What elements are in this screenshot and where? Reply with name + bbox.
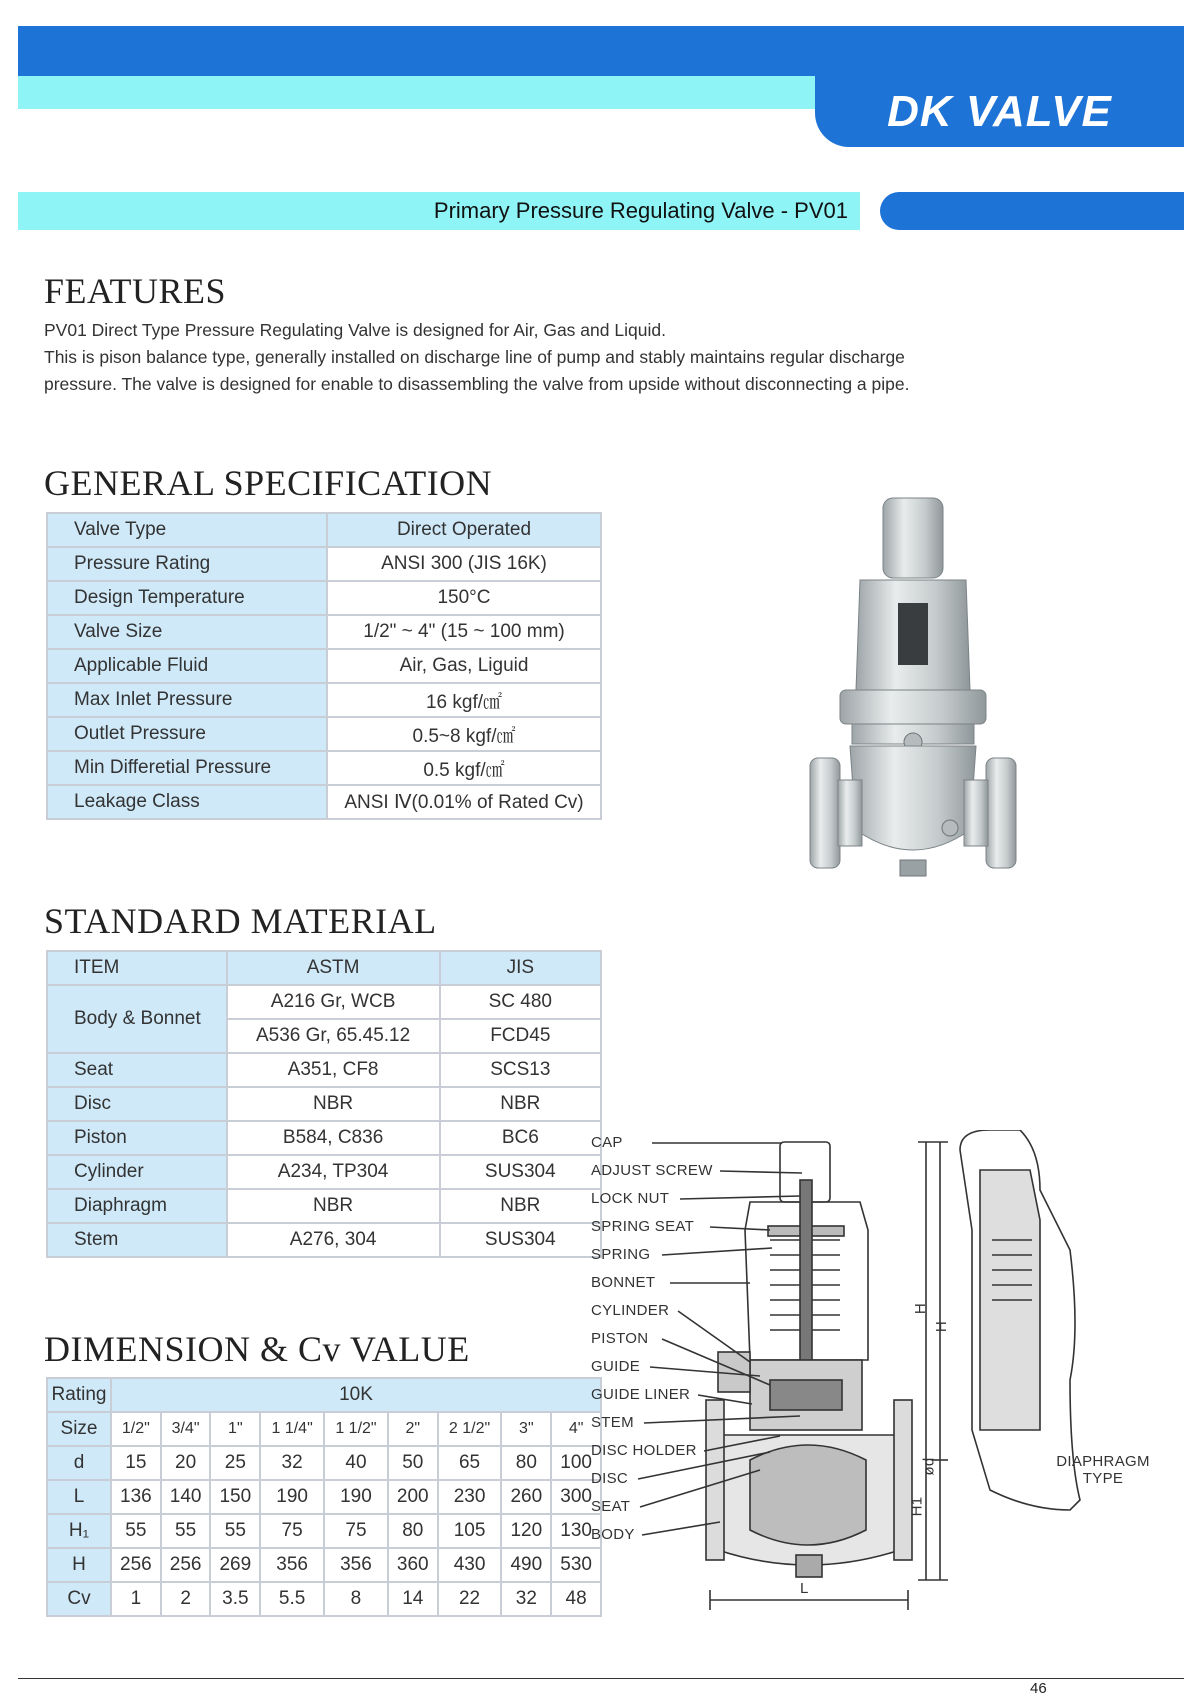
header-blue-bar (18, 26, 1184, 76)
material-row (47, 1121, 601, 1155)
material-jis: NBR (440, 1189, 601, 1223)
dimension-label-h-inner: H (933, 1320, 951, 1333)
valve-photo (800, 490, 1040, 890)
dimension-cell: 136 (111, 1480, 161, 1514)
dimension-cell: 130 (551, 1514, 601, 1548)
dimension-row (47, 1514, 601, 1548)
dimension-cell: 190 (260, 1480, 324, 1514)
material-jis: SUS304 (440, 1155, 601, 1189)
spec-row (47, 615, 601, 649)
part-label-lock-nut: LOCK NUT (591, 1190, 670, 1207)
spec-row (47, 683, 601, 717)
dimension-cell: 300 (551, 1480, 601, 1514)
material-item: Seat (47, 1053, 227, 1087)
features-line: PV01 Direct Type Pressure Regulating Valve is designed for Air, Gas and Liquid. (44, 320, 666, 340)
material-astm: NBR (227, 1189, 440, 1223)
material-item: Cylinder (47, 1155, 227, 1189)
dimension-cell: 256 (111, 1548, 161, 1582)
dimension-cell: 190 (324, 1480, 388, 1514)
material-astm: A234, TP304 (227, 1155, 440, 1189)
general-spec-table (46, 512, 602, 820)
dimension-table (46, 1377, 602, 1617)
material-row (47, 1087, 601, 1121)
material-row (47, 1155, 601, 1189)
dimension-cell: 1 (111, 1582, 161, 1616)
dimension-cell: 3" (501, 1412, 551, 1446)
spec-row (47, 581, 601, 615)
dimension-row (47, 1582, 601, 1616)
dimension-row (47, 1548, 601, 1582)
dimension-cell: 230 (438, 1480, 502, 1514)
dimension-cell: 48 (551, 1582, 601, 1616)
material-row (47, 1223, 601, 1257)
brand-title: DK VALVE (887, 87, 1112, 136)
dimension-cell: 40 (324, 1446, 388, 1480)
material-header-astm: ASTM (227, 951, 440, 985)
material-jis: BC6 (440, 1121, 601, 1155)
dimension-cell: 15 (111, 1446, 161, 1480)
material-item: Diaphragm (47, 1189, 227, 1223)
part-label-guide-liner: GUIDE LINER (591, 1386, 691, 1403)
page-subtitle: Primary Pressure Regulating Valve - PV01 (433, 198, 848, 223)
dimension-cell: 100 (551, 1446, 601, 1480)
part-label-cylinder: CYLINDER (591, 1302, 670, 1319)
spec-row (47, 717, 601, 751)
spec-row (47, 751, 601, 785)
dimension-cell: 3/4" (161, 1412, 211, 1446)
material-jis: SC 480 (440, 985, 601, 1019)
dimension-cell: 5.5 (260, 1582, 324, 1616)
material-item: Disc (47, 1087, 227, 1121)
part-label-body: BODY (591, 1526, 635, 1543)
page-number: 46 (1030, 1680, 1047, 1697)
dimension-cell: 356 (324, 1548, 388, 1582)
material-astm: A276, 304 (227, 1223, 440, 1257)
spec-row (47, 649, 601, 683)
dimension-cell: 8 (324, 1582, 388, 1616)
dimension-row (47, 1412, 601, 1446)
material-jis: FCD45 (440, 1019, 601, 1053)
part-label-disc: DISC (591, 1470, 629, 1487)
dimension-cell: 80 (501, 1446, 551, 1480)
dimension-cell: 55 (210, 1514, 260, 1548)
material-item: Piston (47, 1121, 227, 1155)
diaphragm-caption-line: DIAPHRAGM (1056, 1453, 1150, 1470)
dimension-cell: 3.5 (210, 1582, 260, 1616)
dimension-label-h1: H1 (908, 1496, 926, 1517)
spec-label: Max Inlet Pressure (47, 683, 327, 717)
material-row (47, 1189, 601, 1223)
spec-label: Min Differetial Pressure (47, 751, 327, 785)
material-row (47, 1053, 601, 1087)
footer-rule (18, 1678, 1184, 1679)
dimension-label-h: H (912, 1302, 930, 1315)
spec-label: Valve Type (47, 513, 327, 547)
spec-value: 150°C (327, 581, 601, 615)
material-table (46, 950, 602, 1258)
dimension-cell: 22 (438, 1582, 502, 1616)
dimension-cell: 75 (260, 1514, 324, 1548)
dimension-cell: 1 1/4" (260, 1412, 324, 1446)
spec-label: Outlet Pressure (47, 717, 327, 751)
spec-label: Applicable Fluid (47, 649, 327, 683)
part-label-bonnet: BONNET (591, 1274, 656, 1291)
features-heading: FEATURES (44, 271, 227, 311)
part-label-piston: PISTON (591, 1330, 649, 1347)
material-jis: NBR (440, 1087, 601, 1121)
dimension-cell: 2 1/2" (438, 1412, 502, 1446)
dimension-cell: 2" (388, 1412, 438, 1446)
dimension-cell: 105 (438, 1514, 502, 1548)
spec-value: 16 kgf/㎠ (327, 683, 601, 717)
dimension-cell: 50 (388, 1446, 438, 1480)
dimension-label-d: ød (920, 1457, 938, 1476)
spec-value: ANSI Ⅳ(0.01% of Rated Cv) (327, 785, 601, 819)
dimension-cell: 1 1/2" (324, 1412, 388, 1446)
part-label-cap: CAP (591, 1134, 623, 1151)
part-label-disc-holder: DISC HOLDER (591, 1442, 697, 1459)
part-label-adjust-screw: ADJUST SCREW (591, 1162, 713, 1179)
general-spec-heading: GENERAL SPECIFICATION (44, 463, 493, 503)
spec-label: Pressure Rating (47, 547, 327, 581)
dimension-cell: 260 (501, 1480, 551, 1514)
dimension-row-label: Cv (47, 1582, 111, 1616)
dimension-cell: 120 (501, 1514, 551, 1548)
features-line: pressure. The valve is designed for enable to disassembling the valve from upside without disconnecting a pipe. (44, 374, 910, 394)
material-header-item: ITEM (47, 951, 227, 985)
dimension-cell: 269 (210, 1548, 260, 1582)
dimension-row-label: L (47, 1480, 111, 1514)
spec-value: 1/2" ~ 4" (15 ~ 100 mm) (327, 615, 601, 649)
dimension-cell: 32 (501, 1582, 551, 1616)
dimension-cell: 75 (324, 1514, 388, 1548)
part-label-seat: SEAT (591, 1498, 631, 1515)
spec-value: 0.5 kgf/㎠ (327, 751, 601, 785)
spec-label: Design Temperature (47, 581, 327, 615)
spec-row (47, 547, 601, 581)
dimension-row-label: d (47, 1446, 111, 1480)
features-line: This is pison balance type, generally installed on discharge line of pump and stably maintains regular discharge (44, 347, 905, 367)
spec-value: Direct Operated (327, 513, 601, 547)
diaphragm-type-caption (1048, 1453, 1158, 1487)
dimension-cell: 55 (111, 1514, 161, 1548)
subtitle-blue-tab (880, 192, 1184, 230)
dimension-cell: 256 (161, 1548, 211, 1582)
spec-label: Leakage Class (47, 785, 327, 819)
dimension-cell: 530 (551, 1548, 601, 1582)
material-heading: STANDARD MATERIAL (44, 901, 437, 941)
material-item: Stem (47, 1223, 227, 1257)
part-label-stem: STEM (591, 1414, 634, 1431)
dimension-rating-value: 10K (111, 1378, 601, 1412)
dimension-cell: 20 (161, 1446, 211, 1480)
material-astm: A536 Gr, 65.45.12 (227, 1019, 440, 1053)
dimension-cell: 65 (438, 1446, 502, 1480)
material-jis: SCS13 (440, 1053, 601, 1087)
dimension-heading: DIMENSION & Cv VALUE (44, 1329, 470, 1369)
material-astm: A216 Gr, WCB (227, 985, 440, 1019)
material-astm: NBR (227, 1087, 440, 1121)
dimension-cell: 55 (161, 1514, 211, 1548)
dimension-row-label: H (47, 1548, 111, 1582)
dimension-cell: 140 (161, 1480, 211, 1514)
dimension-cell: 430 (438, 1548, 502, 1582)
part-label-spring-seat: SPRING SEAT (591, 1218, 695, 1235)
diaphragm-caption-line: TYPE (1082, 1470, 1124, 1487)
dimension-cell: 14 (388, 1582, 438, 1616)
dimension-row (47, 1480, 601, 1514)
spec-row (47, 513, 601, 547)
dimension-cell: 32 (260, 1446, 324, 1480)
dimension-row-label: H₁ (47, 1514, 111, 1548)
dimension-cell: 200 (388, 1480, 438, 1514)
dimension-row (47, 1446, 601, 1480)
spec-value: ANSI 300 (JIS 16K) (327, 547, 601, 581)
dimension-cell: 80 (388, 1514, 438, 1548)
dimension-label-l: L (800, 1580, 809, 1597)
dimension-cell: 4" (551, 1412, 601, 1446)
material-astm: B584, C836 (227, 1121, 440, 1155)
dimension-cell: 490 (501, 1548, 551, 1582)
material-header-jis: JIS (440, 951, 601, 985)
part-label-guide: GUIDE (591, 1358, 641, 1375)
spec-label: Valve Size (47, 615, 327, 649)
spec-value: Air, Gas, Liguid (327, 649, 601, 683)
dimension-cell: 150 (210, 1480, 260, 1514)
dimension-rating-label: Rating (47, 1378, 111, 1412)
features-text (44, 317, 1144, 398)
dimension-cell: 2 (161, 1582, 211, 1616)
material-jis: SUS304 (440, 1223, 601, 1257)
dimension-cell: 1/2" (111, 1412, 161, 1446)
dimension-cell: 1" (210, 1412, 260, 1446)
dimension-cell: 25 (210, 1446, 260, 1480)
spec-value: 0.5~8 kgf/㎠ (327, 717, 601, 751)
material-astm: A351, CF8 (227, 1053, 440, 1087)
spec-row (47, 785, 601, 819)
header-cyan-bar (18, 76, 818, 109)
dimension-row-label: Size (47, 1412, 111, 1446)
material-item-body: Body & Bonnet (47, 985, 227, 1053)
dimension-cell: 360 (388, 1548, 438, 1582)
valve-section-diagram (600, 1130, 1190, 1615)
dimension-cell: 356 (260, 1548, 324, 1582)
part-label-spring: SPRING (591, 1246, 651, 1263)
